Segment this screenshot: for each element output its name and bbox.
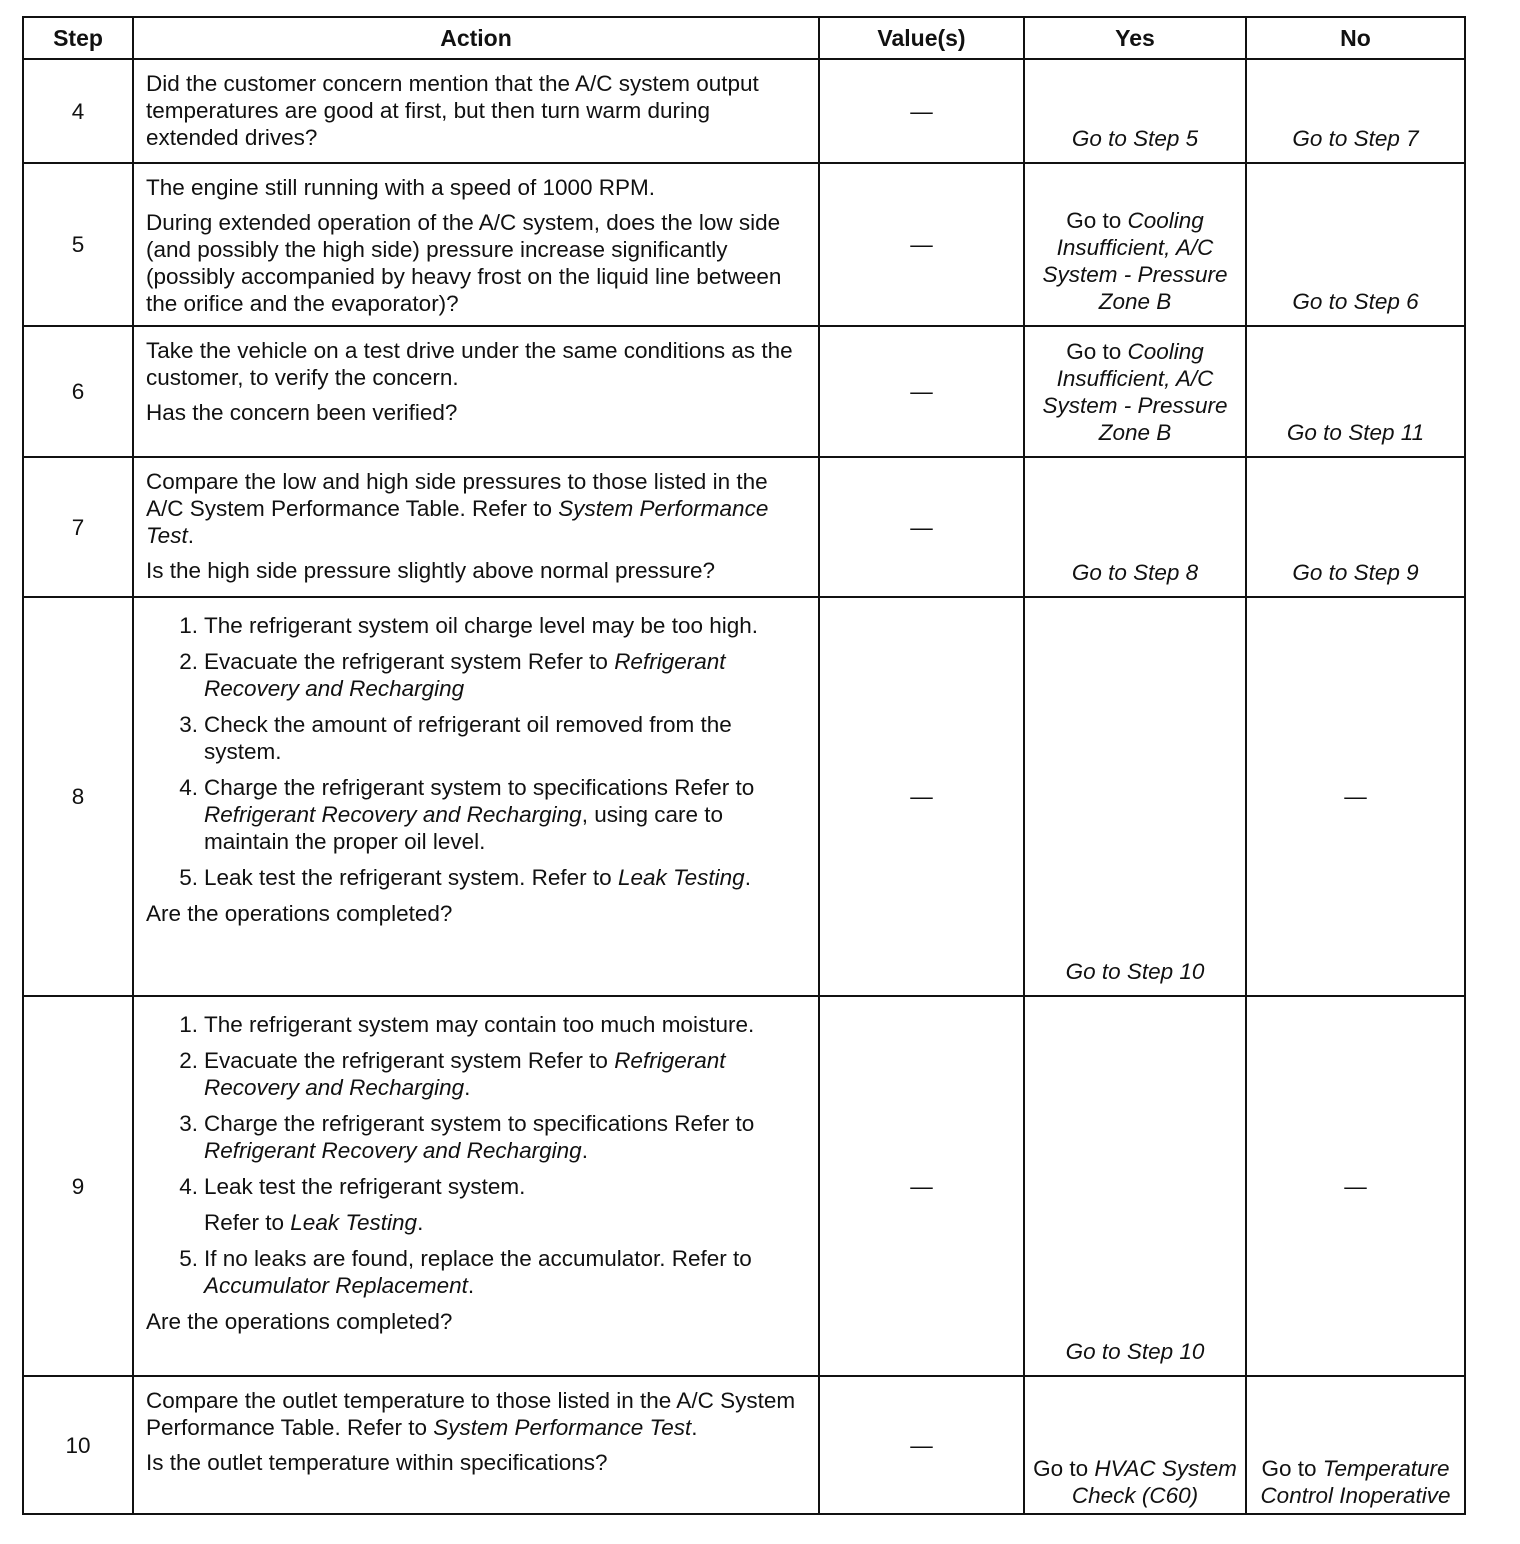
table-row-step-9 bbox=[23, 996, 1465, 1376]
yes-cell bbox=[1024, 163, 1246, 326]
action-question: Is the high side pressure slightly above normal pressure? bbox=[146, 558, 716, 583]
yes-prefix: Go to bbox=[1033, 1456, 1095, 1481]
action-text bbox=[146, 468, 806, 549]
yes-link[interactable]: Cooling Insufficient, A/C System - Pressure Zone B bbox=[1042, 208, 1228, 314]
list-item bbox=[146, 612, 806, 639]
yes-cell bbox=[1024, 59, 1246, 163]
yes-cell bbox=[1024, 996, 1246, 1376]
reference-link[interactable]: Refrigerant Recovery and Recharging bbox=[204, 649, 726, 701]
value-cell: — bbox=[819, 59, 1024, 163]
list-text: Check the amount of refrigerant oil removed from the system. bbox=[204, 712, 732, 764]
step-number: 9 bbox=[23, 996, 133, 1376]
no-link[interactable]: Go to Step 9 bbox=[1292, 560, 1419, 585]
list-text-end: . bbox=[467, 1273, 475, 1298]
list-subtext bbox=[146, 1209, 806, 1236]
table-row-step-7 bbox=[23, 457, 1465, 597]
list-number: 1. bbox=[179, 613, 198, 638]
no-link[interactable]: Go to Step 7 bbox=[1292, 126, 1419, 151]
step-number: 6 bbox=[23, 326, 133, 457]
list-item bbox=[146, 864, 806, 891]
value-cell: — bbox=[819, 996, 1024, 1376]
yes-link[interactable]: HVAC System Check (C60) bbox=[1071, 1456, 1237, 1508]
list-item bbox=[146, 1110, 806, 1164]
yes-link[interactable]: Go to Step 10 bbox=[1065, 959, 1205, 984]
action-text-end: . bbox=[187, 523, 194, 548]
list-number: 3. bbox=[179, 712, 198, 737]
yes-link[interactable]: Go to Step 10 bbox=[1065, 1339, 1205, 1364]
reference-link[interactable]: Refrigerant Recovery and Recharging bbox=[204, 802, 582, 827]
reference-link[interactable]: System Performance Test bbox=[433, 1415, 692, 1440]
list-item bbox=[146, 1011, 806, 1038]
table-row-step-10 bbox=[23, 1376, 1465, 1514]
list-item bbox=[146, 1047, 806, 1101]
reference-link[interactable]: Refrigerant Recovery and Recharging bbox=[204, 1138, 582, 1163]
action-question: During extended operation of the A/C system, does the low side (and possibly the high side) pressure increase significantly (possibly accompanied by heavy frost on the liquid line between the orifice and the evaporator)? bbox=[146, 210, 782, 316]
header-yes: Yes bbox=[1024, 17, 1246, 59]
action-cell bbox=[133, 163, 819, 326]
list-text: Charge the refrigerant system to specifications Refer to bbox=[204, 1111, 755, 1136]
header-row bbox=[23, 17, 1465, 59]
yes-link[interactable]: Go to Step 5 bbox=[1071, 126, 1199, 151]
list-number: 5. bbox=[179, 1246, 198, 1271]
list-item bbox=[146, 1173, 806, 1200]
yes-cell bbox=[1024, 1376, 1246, 1514]
list-number: 5. bbox=[179, 865, 198, 890]
action-question: Are the operations completed? bbox=[146, 1309, 453, 1334]
action-cell bbox=[133, 996, 819, 1376]
procedure-list bbox=[146, 612, 806, 891]
value-cell: — bbox=[819, 1376, 1024, 1514]
diagnostic-table bbox=[22, 16, 1466, 1515]
list-text: If no leaks are found, replace the accumulator. Refer to bbox=[204, 1246, 752, 1271]
list-text: Charge the refrigerant system to specifications Refer to bbox=[204, 775, 755, 800]
header-action: Action bbox=[133, 17, 819, 59]
no-cell bbox=[1246, 163, 1465, 326]
list-item bbox=[146, 648, 806, 702]
no-cell bbox=[1246, 457, 1465, 597]
list-text: The refrigerant system may contain too much moisture. bbox=[204, 1012, 755, 1037]
step-number: 10 bbox=[23, 1376, 133, 1514]
action-text: Take the vehicle on a test drive under the same conditions as the customer, to verify the concern. bbox=[146, 338, 793, 390]
procedure-list-cont bbox=[146, 1245, 806, 1299]
yes-link[interactable]: Cooling Insufficient, A/C System - Pressure Zone B bbox=[1042, 339, 1228, 445]
value-cell: — bbox=[819, 457, 1024, 597]
list-number: 4. bbox=[179, 775, 198, 800]
yes-cell bbox=[1024, 457, 1246, 597]
step-number: 8 bbox=[23, 597, 133, 996]
header-step: Step bbox=[23, 17, 133, 59]
value-cell: — bbox=[819, 597, 1024, 996]
table-row-step-8 bbox=[23, 597, 1465, 996]
list-text: The refrigerant system oil charge level may be too high. bbox=[204, 613, 759, 638]
action-text-body: Compare the low and high side pressures to those listed in the A/C System Performance Table. Refer to bbox=[146, 469, 768, 521]
list-item bbox=[146, 1245, 806, 1299]
no-link[interactable]: Go to Step 6 bbox=[1292, 289, 1419, 314]
list-number: 2. bbox=[179, 1048, 198, 1073]
no-cell: — bbox=[1246, 597, 1465, 996]
action-question: Has the concern been verified? bbox=[146, 400, 458, 425]
reference-link[interactable]: Refrigerant Recovery and Recharging bbox=[204, 1048, 726, 1100]
list-number: 4. bbox=[179, 1174, 198, 1199]
table-row-step-5 bbox=[23, 163, 1465, 326]
no-cell bbox=[1246, 1376, 1465, 1514]
action-cell bbox=[133, 457, 819, 597]
step-number: 4 bbox=[23, 59, 133, 163]
value-cell: — bbox=[819, 326, 1024, 457]
table-row-step-4 bbox=[23, 59, 1465, 163]
list-text: Refer to bbox=[204, 1210, 291, 1235]
list-text: Leak test the refrigerant system. bbox=[204, 1174, 526, 1199]
action-text bbox=[146, 1387, 806, 1441]
reference-link[interactable]: Accumulator Replacement bbox=[204, 1273, 468, 1298]
yes-cell bbox=[1024, 326, 1246, 457]
no-cell bbox=[1246, 59, 1465, 163]
list-text-end: . bbox=[744, 865, 751, 890]
action-cell bbox=[133, 59, 819, 163]
list-text: Leak test the refrigerant system. Refer to bbox=[204, 865, 618, 890]
list-item bbox=[146, 774, 806, 855]
list-text-end: . bbox=[464, 1075, 471, 1100]
no-link[interactable]: Temperature Control Inoperative bbox=[1260, 1456, 1451, 1508]
reference-link[interactable]: Leak Testing bbox=[617, 865, 745, 890]
no-cell: — bbox=[1246, 996, 1465, 1376]
reference-link[interactable]: System Performance Test bbox=[146, 496, 769, 548]
table-row-step-6 bbox=[23, 326, 1465, 457]
yes-link[interactable]: Go to Step 8 bbox=[1071, 560, 1199, 585]
list-text-end: , using care to maintain the proper oil level. bbox=[204, 802, 724, 854]
no-link[interactable]: Go to Step 11 bbox=[1286, 420, 1425, 445]
list-text-end: . bbox=[581, 1138, 588, 1163]
step-number: 5 bbox=[23, 163, 133, 326]
action-text-body: Compare the outlet temperature to those listed in the A/C System Performance Table. Refer to bbox=[146, 1388, 796, 1440]
yes-prefix: Go to bbox=[1066, 339, 1128, 364]
action-text-end: . bbox=[691, 1415, 698, 1440]
list-number: 2. bbox=[179, 649, 198, 674]
action-question: Did the customer concern mention that the A/C system output temperatures are good at first, but then turn warm during extended drives? bbox=[146, 71, 759, 150]
procedure-list bbox=[146, 1011, 806, 1200]
no-cell bbox=[1246, 326, 1465, 457]
list-text-end: . bbox=[417, 1210, 424, 1235]
header-no: No bbox=[1246, 17, 1465, 59]
list-number: 3. bbox=[179, 1111, 198, 1136]
list-number: 1. bbox=[179, 1012, 198, 1037]
action-cell bbox=[133, 326, 819, 457]
no-prefix: Go to bbox=[1261, 1456, 1323, 1481]
action-cell bbox=[133, 597, 819, 996]
action-question: Are the operations completed? bbox=[146, 901, 453, 926]
yes-cell bbox=[1024, 597, 1246, 996]
action-text: The engine still running with a speed of 1000 RPM. bbox=[146, 175, 656, 200]
value-cell: — bbox=[819, 163, 1024, 326]
action-cell bbox=[133, 1376, 819, 1514]
list-item bbox=[146, 711, 806, 765]
yes-prefix: Go to bbox=[1066, 208, 1128, 233]
step-number: 7 bbox=[23, 457, 133, 597]
list-text: Evacuate the refrigerant system Refer to bbox=[204, 649, 615, 674]
reference-link[interactable]: Leak Testing bbox=[290, 1210, 418, 1235]
header-values: Value(s) bbox=[819, 17, 1024, 59]
action-question: Is the outlet temperature within specifications? bbox=[146, 1450, 608, 1475]
list-text: Evacuate the refrigerant system Refer to bbox=[204, 1048, 615, 1073]
